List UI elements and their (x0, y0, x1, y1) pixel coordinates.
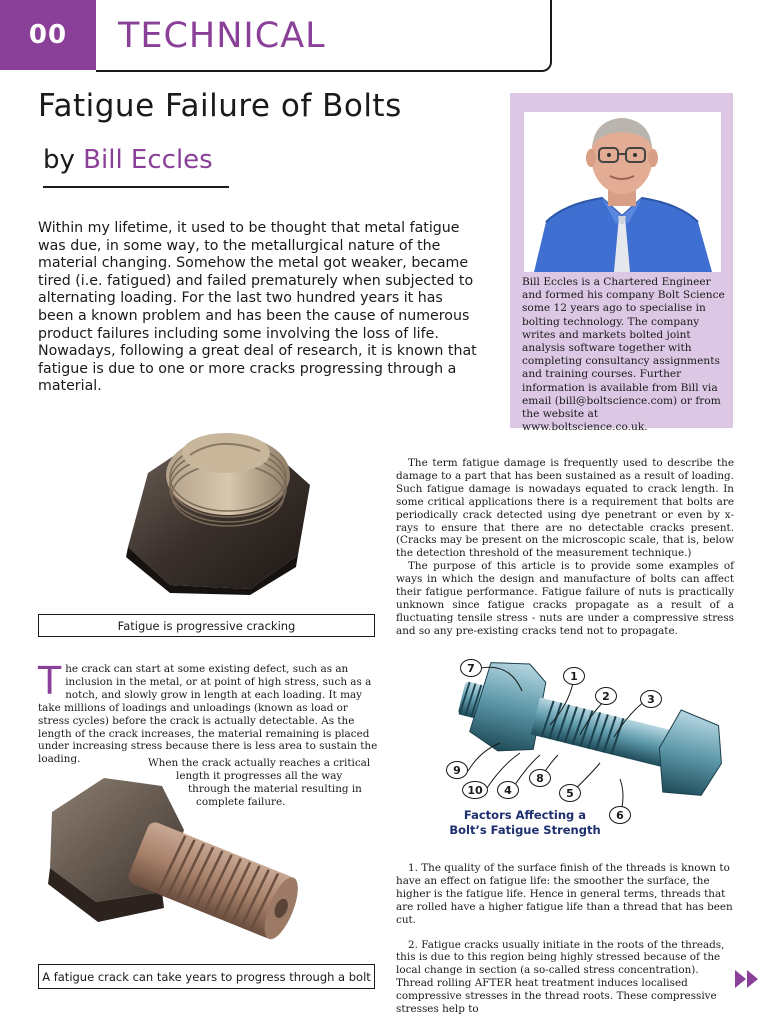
callout-3: 3 (640, 690, 662, 708)
bio-text: Bill Eccles is a Chartered Engineer and formed his company Bolt Science some 12 years ago to specialise in bolting technology. The company writes and markets bolted joint analysis software together with completing consultancy assignments and training courses. Further information is available from Bill via email (bill@boltscience.com) or from the website at www.boltscience.co.uk. (522, 276, 725, 434)
diagram-title-line-2: Bolt’s Fatigue Strength (449, 823, 601, 837)
left-body-cont-4: complete failure. (196, 796, 286, 808)
byline (43, 145, 213, 175)
left-body-cont-1: When the crack actually reaches a critical (148, 757, 371, 769)
factor-1: 1. The quality of the surface finish of the threads is known to have an effect on fatigue life: the smoother the surface, the higher is the fatigue life. Hence in general terms, threads that are rolled have a higher fatigue life than a thread that has been cut. (396, 862, 733, 926)
right-paragraph-1: The term fatigue damage is frequently used to describe the damage to a part that has been sustained as a result of loading. Such fatigue damage is nowadays equated to crack length. In some critical applications there is a requirement that bolts are periodically crack detected using dye penetrant or even by x-rays to ensure that there are no detectable cracks present. (Cracks may be present on the microscopic scale, that is, below the detection threshold of the measurement technique.) (396, 457, 734, 560)
callout-2: 2 (595, 687, 617, 705)
callout-1: 1 (563, 667, 585, 685)
fatigued-nut-illustration (120, 405, 316, 595)
intro-paragraph: Within my lifetime, it used to be thought that metal fatigue was due, in some way, to the metallurgical nature of the material changing. Somehow the metal got weaker, became tired (i.e. fatigued) and failed prematurely when subjected to alternating loading. For the last two hundred years it has been a known problem and has been the cause of numerous product failures including some involving the loss of life. Nowadays, following a great deal of research, it is known that fatigue is due to one or more cracks progressing through a material. (38, 220, 477, 395)
nut-caption-text: Fatigue is progressive cracking (117, 618, 296, 633)
factor-2: 2. Fatigue cracks usually initiate in the roots of the threads, this is due to this region being highly stressed because of the local change in section (a so-called stress concentration). Thread rolling AFTER heat treatment induces localised compressive stresses in the thread roots. These compressive stresses help to (396, 938, 725, 1016)
continue-arrow-icon (734, 968, 760, 990)
byline-prefix: by (43, 145, 75, 175)
callout-7: 7 (460, 659, 482, 677)
factors-list (396, 862, 734, 1024)
callout-10: 10 (462, 781, 488, 799)
callout-8: 8 (529, 769, 551, 787)
fatigued-bolt-illustration (44, 772, 304, 952)
right-column-text (396, 457, 734, 638)
left-body-cont-3: through the material resulting in (188, 783, 362, 795)
page-number-badge (0, 0, 96, 70)
left-body-paragraph: he crack can start at some existing defect, such as an inclusion in the metal, or at point of high stress, such as a notch, and slowly grow in length at each loading. It may take millions of loadings and unloadings (known as load or stress cycles) before the crack is actually detectable. As the length of the crack increases, the material remaining is placed under increasing stress because there is less area to sustain the loading. (38, 663, 378, 766)
right-paragraph-2: The purpose of this article is to provide some examples of ways in which the design and manufacture of bolts can affect their fatigue performance. Fatigue failure of nuts is practically unknown since fatigue cracks propagate as a result of a fluctuating tensile stress - nuts are under a compressive stress and so any pre-existing cracks tend not to propagate. (396, 560, 734, 637)
nut-caption (38, 614, 375, 637)
section-title: TECHNICAL (118, 16, 326, 56)
page-number: 00 (28, 20, 68, 50)
callout-4: 4 (497, 781, 519, 799)
portrait-illustration (524, 112, 721, 272)
author-name: Bill Eccles (83, 145, 213, 175)
diagram-title (440, 808, 610, 838)
bolt-photo (44, 772, 304, 952)
byline-rule (43, 186, 229, 188)
callout-5: 5 (559, 784, 581, 802)
callout-6: 6 (609, 806, 631, 824)
bolt-caption-text: A fatigue crack can take years to progress through a bolt (42, 969, 371, 984)
callout-9: 9 (446, 761, 468, 779)
bolt-caption (38, 964, 375, 989)
author-portrait (524, 112, 721, 272)
nut-photo (120, 405, 316, 595)
article-title: Fatigue Failure of Bolts (38, 88, 402, 124)
left-body-cont-2: length it progresses all the way (176, 770, 343, 782)
left-body-text (38, 659, 378, 766)
diagram-title-line-1: Factors Affecting a (463, 808, 587, 822)
drop-cap: T (38, 659, 62, 703)
